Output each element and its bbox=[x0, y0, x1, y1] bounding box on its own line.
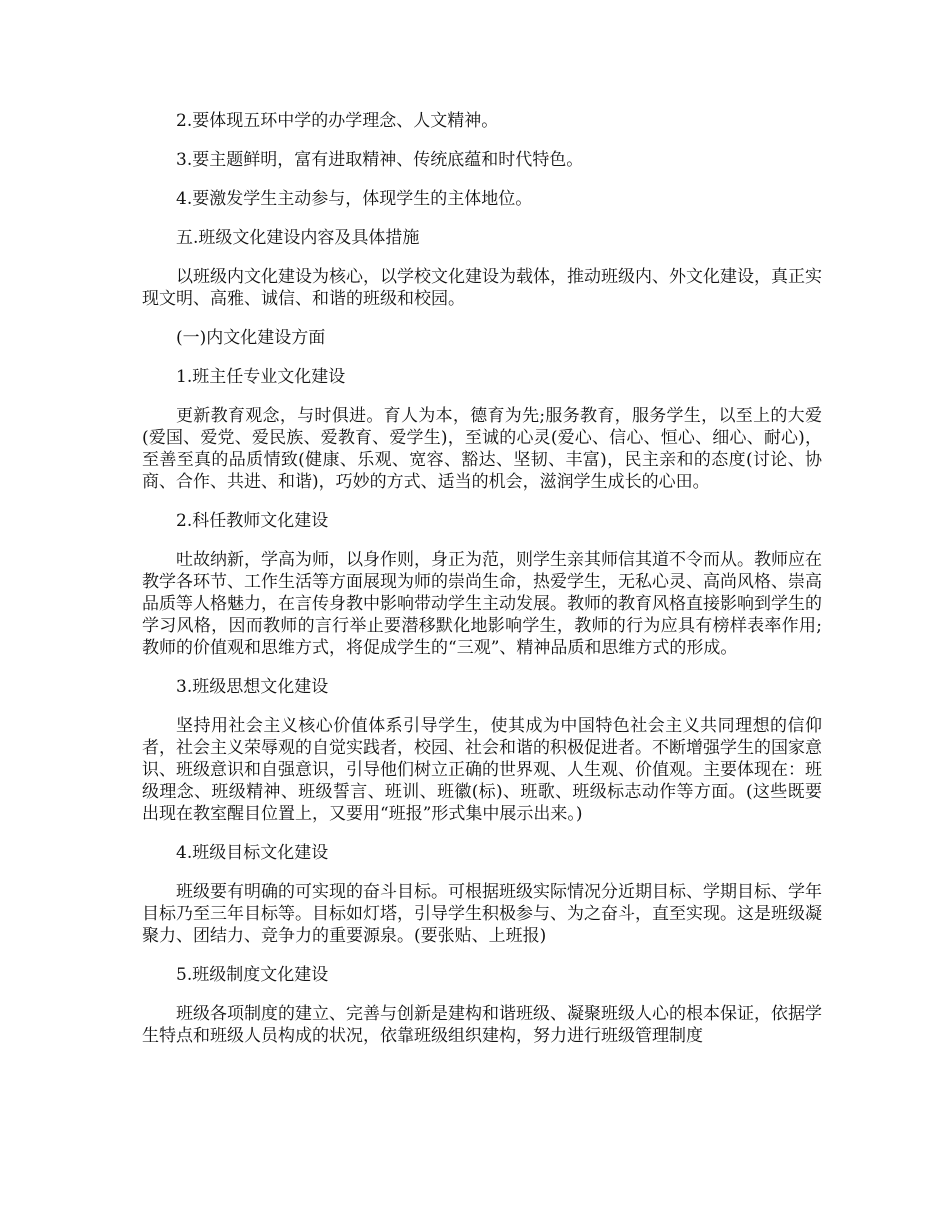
section-heading-5: 五.班级文化建设内容及具体措施 bbox=[176, 228, 420, 248]
item-heading-class-goal: 4.班级目标文化建设 bbox=[176, 843, 329, 863]
class-goal-paragraph: 班级要有明确的可实现的奋斗目标。可根据班级实际情况分近期目标、学期目标、学年目标乃至三年目标等。目标如灯塔，引导学生积极参与、为之奋斗，直至实现。这是班级凝聚力、团结力、竞争力的重要源泉。(要张贴、上班报) bbox=[142, 882, 822, 946]
section-5-intro-paragraph: 以班级内文化建设为核心，以学校文化建设为载体，推动班级内、外文化建设，真正实现文明、高雅、诚信、和谐的班级和校园。 bbox=[142, 267, 822, 309]
subsection-heading-1: (一)内文化建设方面 bbox=[176, 328, 326, 348]
item-heading-subject-teacher: 2.科任教师文化建设 bbox=[176, 511, 329, 531]
requirement-item-3: 3.要主题鲜明，富有进取精神、传统底蕴和时代特色。 bbox=[176, 150, 584, 170]
class-thought-paragraph: 坚持用社会主义核心价值体系引导学生，使其成为中国特色社会主义共同理想的信仰者，社会主义荣辱观的自觉实践者，校园、社会和谐的积极促进者。不断增强学生的国家意识、班级意识和自强意识，引导他们树立正确的世界观、人生观、价值观。主要体现在：班级理念、班级精神、班级誓言、班训、班徽(标)、班歌、班级标志动作等方面。(这些既要出现在教室醒目位置上，又要用“班报”形式集中展示出来。) bbox=[142, 716, 822, 824]
item-heading-class-system: 5.班级制度文化建设 bbox=[176, 965, 329, 985]
class-system-paragraph: 班级各项制度的建立、完善与创新是建构和谐班级、凝聚班级人心的根本保证，依据学生特点和班级人员构成的状况，依靠班级组织建构，努力进行班级管理制度 bbox=[142, 1004, 822, 1046]
subject-teacher-paragraph: 吐故纳新，学高为师，以身作则，身正为范，则学生亲其师信其道不令而从。教师应在教学各环节、工作生活等方面展现为师的崇尚生命，热爱学生，无私心灵、高尚风格、崇高品质等人格魅力，在言传身教中影响带动学生主动发展。教师的教育风格直接影响到学生的学习风格，因而教师的言行举止要潜移默化地影响学生，教师的行为应具有榜样表率作用;教师的价值观和思维方式，将促成学生的“三观”、精神品质和思维方式的形成。 bbox=[142, 550, 822, 658]
item-heading-class-thought: 3.班级思想文化建设 bbox=[176, 677, 329, 697]
document-page bbox=[142, 110, 822, 1064]
requirement-item-4: 4.要激发学生主动参与，体现学生的主体地位。 bbox=[176, 189, 533, 209]
requirement-item-2: 2.要体现五环中学的办学理念、人文精神。 bbox=[176, 111, 499, 131]
head-teacher-paragraph: 更新教育观念，与时俱进。育人为本，德育为先;服务教育，服务学生，以至上的大爱(爱国、爱党、爱民族、爱教育、爱学生)，至诚的心灵(爱心、信心、恒心、细心、耐心)，至善至真的品质情致(健康、乐观、宽容、豁达、坚韧、丰富)，民主亲和的态度(讨论、协商、合作、共进、和谐)，巧妙的方式、适当的机会，滋润学生成长的心田。 bbox=[142, 406, 822, 492]
item-heading-head-teacher: 1.班主任专业文化建设 bbox=[176, 367, 346, 387]
